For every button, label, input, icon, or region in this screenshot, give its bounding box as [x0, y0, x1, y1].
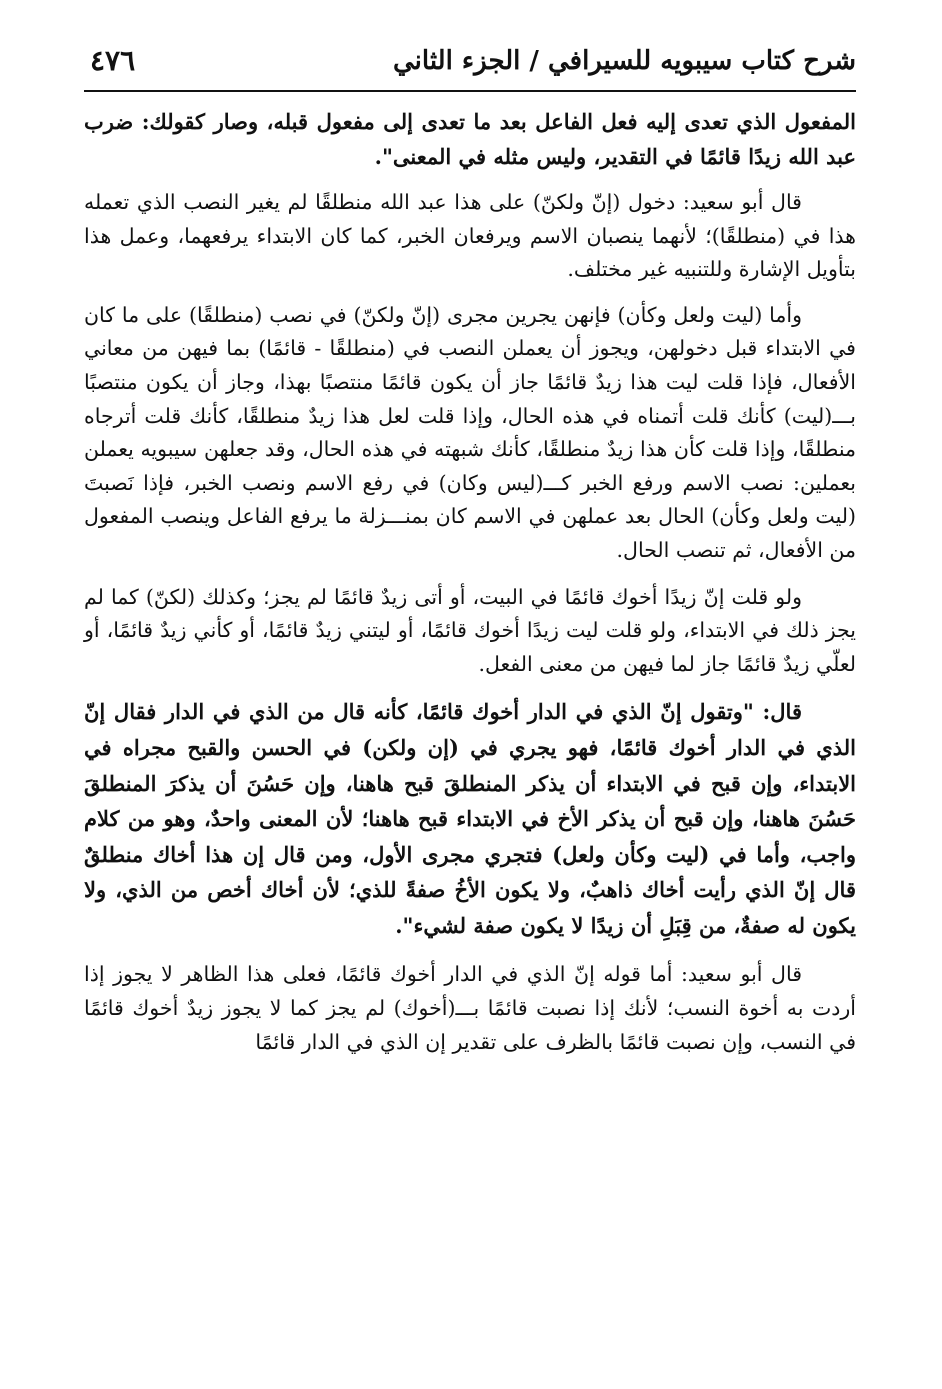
paragraph-commentary: قال أبو سعيد: دخول (إنّ ولكنّ) على هذا عبد الله منطلقًا لم يغير النصب الذي تعمله هذا في (منطلقًا)؛ لأنهما ينصبان الاسم ويرفعان الخبر، كما كان الابتداء يرفعهما، وعمل هذا بتأويل الإشارة وللتنبيه غير مختلف.	[84, 190, 856, 282]
paragraph-quote: قال: "وتقول إنّ الذي في الدار أخوك قائمًا، كأنه قال من الذي في الدار فقال إنّ الذي في الدار أخوك قائمًا، فهو يجري في (إن ولكن) في الحسن والقبح مجراه في الابتداء، وإن قبح في الابتداء أن يذكر المنطلقَ قبح هاهنا، وإن حَسُنَ أن يذكرَ المنطلقَ حَسُنَ هاهنا، وإن قبح أن يذكر الأخ في الابتداء قبح هاهنا؛ لأن المعنى واحدٌ، وهو من كلام واجب، وأما في (ليت وكأن ولعل) فتجري مجرى الأول، ومن قال إن هذا أخاك منطلقٌ قال إنّ الذي رأيت أخاك ذاهبٌ، ولا يكون الأخُ صفةً للذي؛ لأن أخاك أخص من الذي، ولا يكون له صفةٌ، من قِبَلِ أن زيدًا لا يكون صفة لشيء".	[84, 699, 856, 938]
page-header	[84, 40, 856, 92]
paragraph-commentary: وأما (ليت ولعل وكأن) فإنهن يجرين مجرى (إنّ ولكنّ) في نصب (منطلقًا) على ما كان في الابتداء قبل دخولهن، ويجوز أن يعملن النصب في (منطلقًا - قائمًا) بما فيهن من معاني الأفعال، فإذا قلت ليت هذا زيدٌ قائمًا جاز أن يكون قائمًا منتصبًا بهذا، وجاز أن يكون منتصبًا بـــ(ليت) كأنك قلت أتمناه في هذه الحال، وإذا قلت لعل هذا زيدٌ منطلقًا، كأنك قلت أترجاه منطلقًا، وإذا قلت كأن هذا زيدٌ منطلقًا، كأنك شبهته في هذه الحال، وقد جعلهن سيبويه يعملن بعملين: نصب الاسم ورفع الخبر كـــ(ليس وكان) في رفع الاسم ونصب الخبر، فإذا نَصبتَ (ليت ولعل وكأن) الحال بعد عملهن في الاسم كان بمنـــزلة ما يرفع الفاعل وينصب المفعول من الأفعال، ثم تنصب الحال.	[84, 302, 856, 562]
paragraph-quote-continuation: المفعول الذي تعدى إليه فعل الفاعل بعد ما تعدى إلى مفعول قبله، وصار كقولك: ضرب عبد الله زيدًا قائمًا في التقدير، وليس مثله في المعنى".	[84, 109, 856, 169]
running-title: شرح كتاب سيبويه للسيرافي / الجزء الثاني	[393, 46, 856, 76]
paragraph-commentary: ولو قلت إنّ زيدًا أخوك قائمًا في البيت، أو أتى زيدٌ قائمًا لم يجز؛ وكذلك (لكنّ) كما لم يجز ذلك في الابتداء، ولو قلت ليت زيدًا أخوك قائمًا، أو ليتني زيدٌ قائمًا، أو كأني زيدٌ قائمًا، أو لعلّي زيدٌ قائمًا جاز لما فيهن من معنى الفعل.	[84, 584, 856, 676]
page-number: ٤٧٦	[90, 44, 136, 77]
page-body	[84, 104, 856, 1059]
paragraph-commentary: قال أبو سعيد: أما قوله إنّ الذي في الدار أخوك قائمًا، فعلى هذا الظاهر لا يجوز إذا أردت به أخوة النسب؛ لأنك إذا نصبت قائمًا بـــ(أخوك) لم يجز كما لا يجوز زيدٌ أخوك قائمًا في النسب، وإن نصبت قائمًا بالظرف على تقدير إن الذي في الدار قائمًا	[84, 962, 856, 1054]
